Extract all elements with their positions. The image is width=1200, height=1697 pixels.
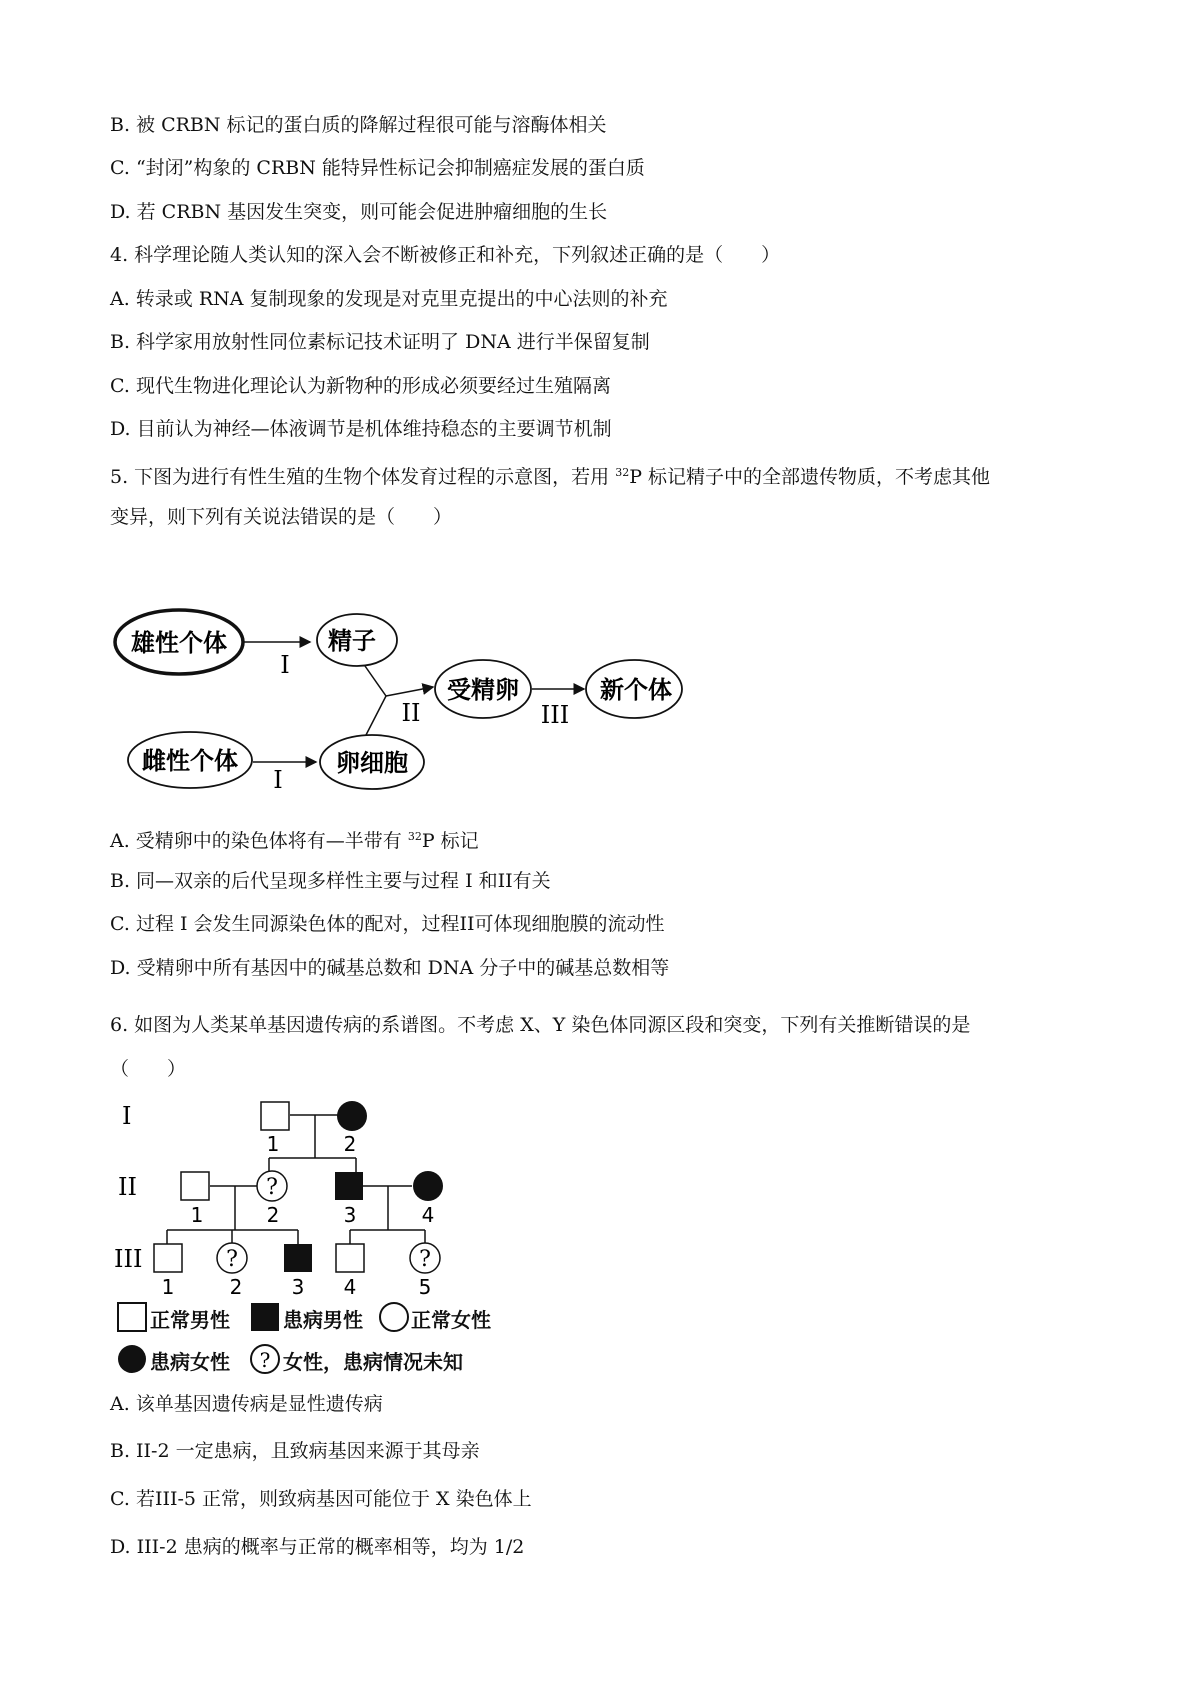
number-III-5: 5 [418,1275,432,1299]
generation-3-label: III [114,1245,143,1273]
individual-II-3 [335,1172,363,1200]
number-II-4: 4 [421,1203,435,1227]
q5-superscript: 32 [615,466,630,479]
number-III-2: 2 [229,1275,243,1299]
option-6d: D. III-2 患病的概率与正常的概率相等，均为 1/2 [110,1536,525,1558]
legend-affected-male-icon [251,1303,279,1331]
option-4a: A. 转录或 RNA 复制现象的发现是对克里克提出的中心法则的补充 [110,288,668,310]
node-female-label: 雌性个体 [142,747,238,775]
line-sperm-join [365,666,386,696]
number-III-4: 4 [343,1275,357,1299]
question-mark: ? [266,1175,278,1200]
option-5c: C. 过程 I 会发生同源染色体的配对，过程II可体现细胞膜的流动性 [110,913,665,935]
pedigree-chart [0,1080,700,1390]
option-3b: B. 被 CRBN 标记的蛋白质的降解过程很可能与溶酶体相关 [110,114,607,136]
generation-1-label: I [122,1102,132,1130]
question-6-paren: （ ） [110,1058,187,1080]
node-egg-label: 卵细胞 [336,749,408,777]
number-I-1: 1 [266,1132,280,1156]
option-6b: B. II-2 一定患病，且致病基因来源于其母亲 [110,1440,480,1462]
option-5a [110,823,479,855]
process-1-top: I [280,651,290,679]
option-5b: B. 同—双亲的后代呈现多样性主要与过程 I 和II有关 [110,870,551,892]
node-male-label: 雄性个体 [131,629,227,657]
process-2: II [401,699,421,727]
individual-III-3 [284,1244,312,1272]
process-3: III [540,701,570,729]
question-mark: ? [226,1247,238,1272]
individual-I-2 [337,1101,367,1131]
question-4: 4. 科学理论随人类认知的深入会不断被修正和补充，下列叙述正确的是（ ） [110,244,781,266]
node-sperm-label: 精子 [328,627,376,655]
number-III-1: 1 [161,1275,175,1299]
question-6: 6. 如图为人类某单基因遗传病的系谱图。不考虑 X、Y 染色体同源区段和突变，下列有关推断错误的是 [110,1014,971,1036]
individual-III-4 [336,1244,364,1272]
q5a-text-post: P 标记 [421,830,479,852]
number-II-1: 1 [190,1203,204,1227]
q5a-text-pre: A. 受精卵中的染色体将有—半带有 [110,830,408,852]
option-4b: B. 科学家用放射性同位素标记技术证明了 DNA 进行半保留复制 [110,331,650,353]
option-3c: C. “封闭”构象的 CRBN 能特异性标记会抑制癌症发展的蛋白质 [110,157,645,179]
question-mark: ? [419,1247,431,1272]
generation-2-label: II [118,1173,137,1201]
q5-text-post: P 标记精子中的全部遗传物质，不考虑其他 [629,466,991,488]
legend-normal-female: 正常女性 [411,1308,491,1332]
q5-text-pre: 5. 下图为进行有性生殖的生物个体发育过程的示意图，若用 [110,466,616,488]
line-egg-join [366,696,386,735]
node-new-individual-label: 新个体 [600,676,672,704]
process-1-bottom: I [273,766,283,794]
node-zygote-label: 受精卵 [447,676,519,704]
legend-affected-female-icon [118,1345,146,1373]
legend-normal-female-icon [380,1303,408,1331]
option-6c: C. 若III-5 正常，则致病基因可能位于 X 染色体上 [110,1488,532,1510]
legend-question-mark: ? [259,1348,271,1372]
number-II-2: 2 [266,1203,280,1227]
legend-affected-male: 患病男性 [283,1308,363,1332]
option-4d: D. 目前认为神经—体液调节是机体维持稳态的主要调节机制 [110,418,612,440]
option-4c: C. 现代生物进化理论认为新物种的形成必须要经过生殖隔离 [110,375,611,397]
individual-III-1 [154,1244,182,1272]
number-III-3: 3 [291,1275,305,1299]
legend-affected-female: 患病女性 [150,1350,230,1374]
legend-unknown-female: 女性，患病情况未知 [283,1350,463,1374]
legend-normal-male-icon [118,1303,146,1331]
arrow-join-zygote [386,687,433,696]
individual-II-4 [413,1171,443,1201]
number-I-2: 2 [343,1132,357,1156]
option-5d: D. 受精卵中所有基因中的碱基总数和 DNA 分子中的碱基总数相等 [110,957,670,979]
number-II-3: 3 [343,1203,357,1227]
individual-I-1 [261,1102,289,1130]
legend-normal-male: 正常男性 [150,1308,230,1332]
question-5-line2: 变异，则下列有关说法错误的是（ ） [110,506,453,528]
option-3d: D. 若 CRBN 基因发生突变，则可能会促进肿瘤细胞的生长 [110,201,608,223]
q5a-superscript: 32 [407,830,422,843]
option-6a: A. 该单基因遗传病是显性遗传病 [110,1393,383,1415]
individual-II-1 [181,1172,209,1200]
